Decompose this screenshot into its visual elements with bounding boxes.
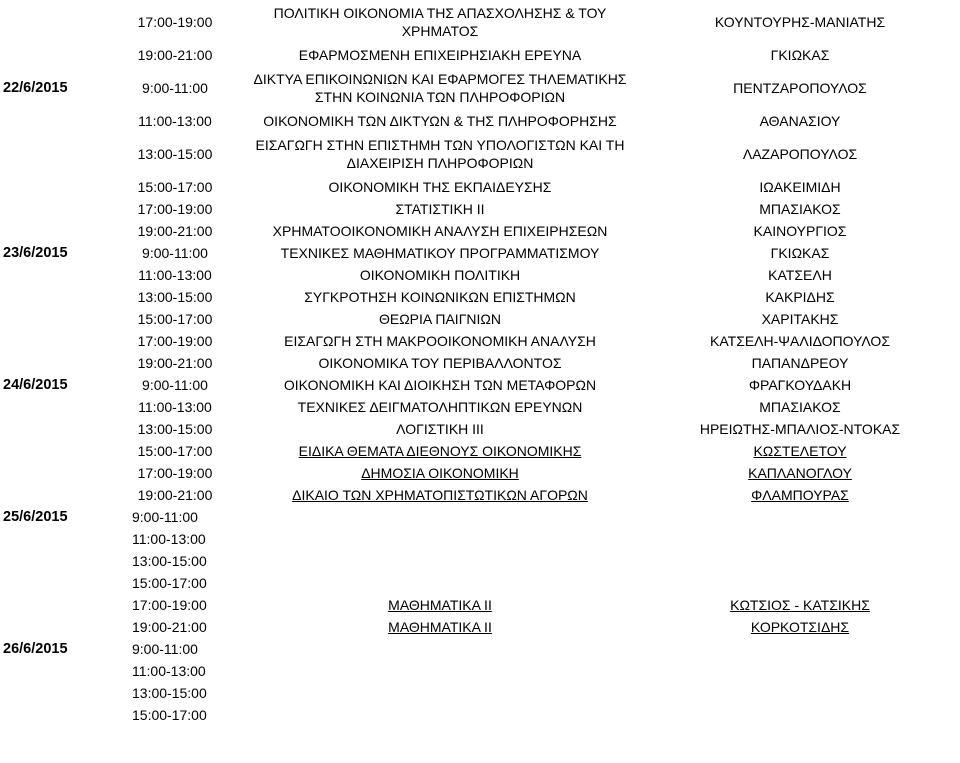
date-cell (0, 594, 110, 616)
professor-cell (640, 550, 960, 572)
date-cell (0, 440, 110, 462)
table-row (0, 132, 960, 176)
professor-cell: ΚΟΥΝΤΟΥΡΗΣ-ΜΑΝΙΑΤΗΣ (714, 14, 886, 30)
date-cell (0, 528, 110, 550)
table-row (0, 308, 960, 330)
time-cell: 11:00-13:00 (138, 267, 212, 283)
professor-cell: ΠΑΠΑΝΔΡΕΟΥ (751, 355, 849, 371)
time-cell: 11:00-13:00 (138, 399, 212, 415)
professor-cell: ΜΠΑΣΙΑΚΟΣ (759, 201, 841, 217)
time-cell: 17:00-19:00 (137, 465, 213, 481)
table-row (0, 638, 960, 660)
table-row (0, 682, 960, 704)
time-cell: 9:00-11:00 (142, 245, 208, 261)
course-cell (240, 66, 640, 110)
time-cell: 19:00-21:00 (137, 487, 213, 503)
time-cell: 19:00-21:00 (132, 619, 207, 635)
professor-cell: ΗΡΕΙΩΤΗΣ-ΜΠΑΛΙΟΣ-ΝΤΟΚΑΣ (699, 421, 901, 437)
course-cell (240, 550, 640, 572)
course-cell: ΕΙΣΑΓΩΓΗ ΣΤΗ ΜΑΚΡΟΟΙΚΟΝΟΜΙΚΗ ΑΝΑΛΥΣΗ (284, 333, 596, 349)
table-row (0, 704, 960, 726)
time-cell: 15:00-17:00 (137, 179, 213, 195)
date-cell (0, 682, 110, 704)
time-cell: 19:00-21:00 (137, 355, 213, 371)
course-cell (240, 572, 640, 594)
table-row (0, 352, 960, 374)
professor-cell: ΚΑΤΣΕΛΗ-ΨΑΛΙΔΟΠΟΥΛΟΣ (710, 333, 890, 349)
course-cell: ΤΕΧΝΙΚΕΣ ΜΑΘΗΜΑΤΙΚΟΥ ΠΡΟΓΡΑΜΜΑΤΙΣΜΟΥ (280, 245, 600, 261)
date-cell (0, 0, 110, 44)
table-row (0, 330, 960, 352)
professor-cell: ΚΩΣΤΕΛΕΤΟΥ (753, 443, 847, 459)
course-cell: ΟΙΚΟΝΟΜΙΚΗ ΤΩΝ ΔΙΚΤΥΩΝ & ΤΗΣ ΠΛΗΡΟΦΟΡΗΣΗΣ (263, 113, 617, 129)
time-cell: 13:00-15:00 (132, 685, 207, 701)
table-row (0, 528, 960, 550)
course-cell: ΜΑΘΗΜΑΤΙΚΑ ΙΙ (388, 619, 492, 635)
professor-cell: ΜΠΑΣΙΑΚΟΣ (759, 399, 841, 415)
professor-cell (640, 528, 960, 550)
professor-cell (640, 682, 960, 704)
professor-cell: ΧΑΡΙΤΑΚΗΣ (761, 311, 839, 327)
course-cell (240, 638, 640, 660)
table-row (0, 396, 960, 418)
professor-cell (640, 638, 960, 660)
professor-cell: ΦΛΑΜΠΟΥΡΑΣ (751, 487, 849, 503)
date-cell (0, 330, 110, 352)
date-cell (0, 616, 110, 638)
professor-cell: ΦΡΑΓΚΟΥΔΑΚΗ (748, 377, 852, 393)
time-cell: 15:00-17:00 (132, 707, 207, 723)
table-row (0, 264, 960, 286)
professor-cell: ΚΟΡΚΟΤΣΙΔΗΣ (750, 619, 850, 635)
course-line: ΧΡΗΜΑΤΟΣ (401, 23, 479, 39)
time-cell: 9:00-11:00 (142, 80, 208, 96)
time-cell: 17:00-19:00 (132, 597, 207, 613)
date-cell (0, 704, 110, 726)
table-row (0, 506, 960, 528)
date-cell (0, 572, 110, 594)
date-cell (0, 308, 110, 330)
professor-cell: ΚΑΤΣΕΛΗ (768, 267, 832, 283)
course-cell (240, 682, 640, 704)
table-row (0, 484, 960, 506)
professor-cell: ΑΘΑΝΑΣΙΟΥ (759, 113, 841, 129)
course-cell: ΛΟΓΙΣΤΙΚΗ ΙΙΙ (396, 421, 484, 437)
table-row (0, 242, 960, 264)
date-cell (0, 352, 110, 374)
course-cell: ΔΙΚΑΙΟ ΤΩΝ ΧΡΗΜΑΤΟΠΙΣΤΩΤΙΚΩΝ ΑΓΟΡΩΝ (292, 487, 588, 503)
course-line: ΣΤΗΝ ΚΟΙΝΩΝΙΑ ΤΩΝ ΠΛΗΡΟΦΟΡΙΩΝ (314, 89, 566, 105)
course-cell (240, 0, 640, 44)
date-cell (0, 44, 110, 66)
table-row (0, 374, 960, 396)
date-cell (0, 550, 110, 572)
course-cell (240, 132, 640, 176)
time-cell: 17:00-19:00 (137, 201, 213, 217)
professor-cell: ΚΑΚΡΙΔΗΣ (765, 289, 835, 305)
table-row (0, 198, 960, 220)
professor-cell (640, 660, 960, 682)
time-cell: 15:00-17:00 (137, 311, 213, 327)
date-cell: 22/6/2015 (3, 80, 68, 96)
date-cell (0, 132, 110, 176)
time-cell: 9:00-11:00 (132, 641, 198, 657)
time-cell: 17:00-19:00 (137, 14, 213, 30)
course-cell (240, 528, 640, 550)
table-row (0, 616, 960, 638)
date-cell: 25/6/2015 (3, 509, 68, 525)
professor-cell: ΠΕΝΤΖΑΡΟΠΟΥΛΟΣ (733, 80, 867, 96)
course-cell: ΕΦΑΡΜΟΣΜΕΝΗ ΕΠΙΧΕΙΡΗΣΙΑΚΗ ΕΡΕΥΝΑ (298, 47, 582, 63)
table-row (0, 176, 960, 198)
table-row (0, 418, 960, 440)
professor-cell: ΚΑΙΝΟΥΡΓΙΟΣ (753, 223, 847, 239)
time-cell: 13:00-15:00 (137, 289, 213, 305)
table-row (0, 550, 960, 572)
course-cell: ΣΤΑΤΙΣΤΙΚΗ ΙΙ (395, 201, 485, 217)
time-cell: 19:00-21:00 (137, 223, 213, 239)
course-line: ΔΙΚΤΥΑ ΕΠΙΚΟΙΝΩΝΙΩΝ ΚΑΙ ΕΦΑΡΜΟΓΕΣ ΤΗΛΕΜΑΤΙΚΗΣ (253, 71, 627, 87)
time-cell: 13:00-15:00 (132, 553, 207, 569)
time-cell: 13:00-15:00 (137, 146, 213, 162)
table-row (0, 660, 960, 682)
course-cell (240, 704, 640, 726)
professor-cell: ΛΑΖΑΡΟΠΟΥΛΟΣ (742, 146, 858, 162)
professor-cell: ΚΩΤΣΙΟΣ - ΚΑΤΣΙΚΗΣ (730, 597, 870, 613)
time-cell: 9:00-11:00 (142, 377, 208, 393)
date-cell: 24/6/2015 (3, 377, 68, 393)
date-cell (0, 110, 110, 132)
course-cell (240, 660, 640, 682)
course-cell (240, 506, 640, 528)
course-cell: ΔΗΜΟΣΙΑ ΟΙΚΟΝΟΜΙΚΗ (361, 465, 519, 481)
course-cell: ΣΥΓΚΡΟΤΗΣΗ ΚΟΙΝΩΝΙΚΩΝ ΕΠΙΣΤΗΜΩΝ (304, 289, 576, 305)
course-cell: ΘΕΩΡΙΑ ΠΑΙΓΝΙΩΝ (378, 311, 501, 327)
time-cell: 19:00-21:00 (137, 47, 213, 63)
course-cell: ΜΑΘΗΜΑΤΙΚΑ ΙΙ (388, 597, 492, 613)
table-row (0, 66, 960, 110)
professor-cell (640, 572, 960, 594)
professor-cell: ΓΚΙΩΚΑΣ (770, 245, 830, 261)
date-cell (0, 462, 110, 484)
table-row (0, 440, 960, 462)
time-cell: 15:00-17:00 (137, 443, 213, 459)
course-cell: ΤΕΧΝΙΚΕΣ ΔΕΙΓΜΑΤΟΛΗΠΤΙΚΩΝ ΕΡΕΥΝΩΝ (297, 399, 583, 415)
date-cell (0, 396, 110, 418)
date-cell (0, 220, 110, 242)
date-cell (0, 264, 110, 286)
time-cell: 11:00-13:00 (132, 531, 206, 547)
table-row (0, 110, 960, 132)
date-cell (0, 286, 110, 308)
professor-cell: ΓΚΙΩΚΑΣ (770, 47, 830, 63)
table-row (0, 0, 960, 44)
course-line: ΕΙΣΑΓΩΓΗ ΣΤΗΝ ΕΠΙΣΤΗΜΗ ΤΩΝ ΥΠΟΛΟΓΙΣΤΩΝ ΚΑΙ ΤΗ (255, 137, 625, 153)
professor-cell (640, 704, 960, 726)
course-line: ΠΟΛΙΤΙΚΗ ΟΙΚΟΝΟΜΙΑ ΤΗΣ ΑΠΑΣΧΟΛΗΣΗΣ & ΤΟΥ (273, 5, 607, 21)
time-cell: 11:00-13:00 (132, 663, 206, 679)
course-cell: ΟΙΚΟΝΟΜΙΚΑ ΤΟΥ ΠΕΡΙΒΑΛΛΟΝΤΟΣ (318, 355, 562, 371)
date-cell: 23/6/2015 (3, 245, 68, 261)
date-cell (0, 484, 110, 506)
professor-cell: ΚΑΠΛΑΝΟΓΛΟΥ (748, 465, 852, 481)
date-cell (0, 198, 110, 220)
course-cell: ΟΙΚΟΝΟΜΙΚΗ ΚΑΙ ΔΙΟΙΚΗΣΗ ΤΩΝ ΜΕΤΑΦΟΡΩΝ (283, 377, 597, 393)
time-cell: 13:00-15:00 (137, 421, 213, 437)
table-row (0, 572, 960, 594)
table-row (0, 286, 960, 308)
table-row (0, 594, 960, 616)
professor-cell (640, 506, 960, 528)
course-cell: ΧΡΗΜΑΤΟΟΙΚΟΝΟΜΙΚΗ ΑΝΑΛΥΣΗ ΕΠΙΧΕΙΡΗΣΕΩΝ (272, 223, 608, 239)
date-cell (0, 660, 110, 682)
date-cell (0, 176, 110, 198)
time-cell: 17:00-19:00 (137, 333, 213, 349)
time-cell: 11:00-13:00 (138, 113, 212, 129)
course-cell: ΟΙΚΟΝΟΜΙΚΗ ΠΟΛΙΤΙΚΗ (359, 267, 521, 283)
table-row (0, 462, 960, 484)
date-cell (0, 418, 110, 440)
date-cell: 26/6/2015 (3, 641, 68, 657)
time-cell: 9:00-11:00 (132, 509, 198, 525)
professor-cell: ΙΩΑΚΕΙΜΙΔΗ (759, 179, 841, 195)
course-line: ΔΙΑΧΕΙΡΙΣΗ ΠΛΗΡΟΦΟΡΙΩΝ (346, 155, 534, 171)
time-cell: 15:00-17:00 (132, 575, 207, 591)
table-row (0, 44, 960, 66)
course-cell: ΟΙΚΟΝΟΜΙΚΗ ΤΗΣ ΕΚΠΑΙΔΕΥΣΗΣ (328, 179, 552, 195)
table-row (0, 220, 960, 242)
course-cell: ΕΙΔΙΚΑ ΘΕΜΑΤΑ ΔΙΕΘΝΟΥΣ ΟΙΚΟΝΟΜΙΚΗΣ (298, 443, 582, 459)
